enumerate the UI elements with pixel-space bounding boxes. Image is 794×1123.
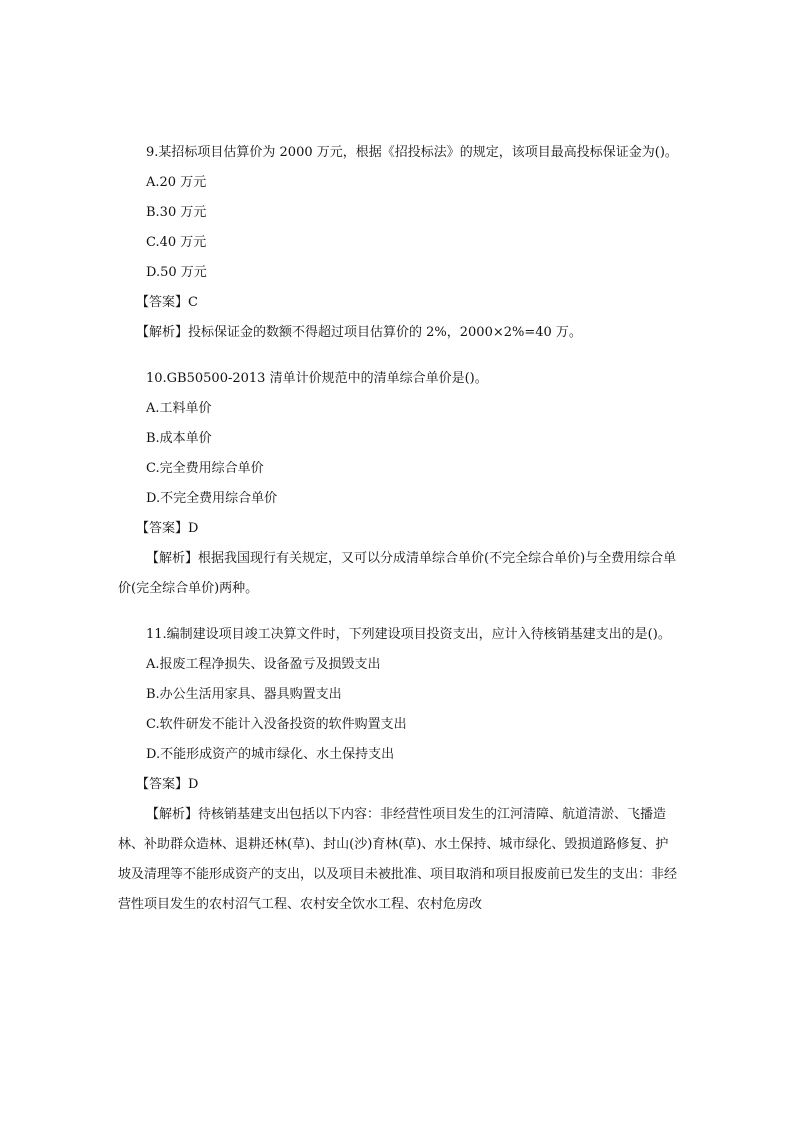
answer: 【答案】D [136, 777, 199, 792]
option-d: D.不能形成资产的城市绿化、水土保持支出 [146, 747, 395, 762]
question-11 [118, 620, 678, 920]
option-a: A.报废工程净损失、设备盈亏及损毁支出 [146, 657, 381, 672]
option-c: C.软件研发不能计入没备投资的软件购置支出 [146, 717, 407, 732]
option-b: B.成本单价 [146, 431, 212, 446]
question-stem: 9.某招标项目估算价为 2000 万元，根据《招投标法》的规定，该项目最高投标保证金为()。 [146, 145, 678, 160]
analysis: 【解析】待核销基建支出包括以下内容：非经营性项目发生的江河清障、航道清淤、飞播造林、补助群众造林、退耕还林(草)、封山(沙)育林(草)、水土保持、城市绿化、毁损道路修复、护坡及清理等不能形成资产的支出，以及项目未被批准、项目取消和项目报废前已发生的支出：非经营性项目发生的农村沼气工程、农村安全饮水工程、农村危房改 [118, 807, 678, 912]
answer: 【答案】C [136, 295, 198, 310]
analysis: 【解析】根据我国现行有关规定，又可以分成清单综合单价(不完全综合单价)与全费用综合单价(完全综合单价)两种。 [118, 551, 677, 596]
document-content [118, 138, 678, 936]
option-a: A.20 万元 [146, 175, 207, 190]
question-9 [118, 138, 678, 348]
question-stem: 10.GB50500-2013 清单计价规范中的清单综合单价是()。 [146, 371, 488, 386]
analysis: 【解析】投标保证金的数额不得超过项目估算价的 2%，2000×2%=40 万。 [136, 325, 582, 340]
option-c: C.40 万元 [146, 235, 207, 250]
answer: 【答案】D [136, 521, 199, 536]
option-a: A.工料单价 [146, 401, 212, 416]
option-c: C.完全费用综合单价 [146, 461, 264, 476]
question-stem: 11.编制建设项目竣工决算文件时，下列建设项目投资支出，应计入待核销基建支出的是()。 [146, 627, 671, 642]
option-b: B.30 万元 [146, 205, 207, 220]
option-d: D.50 万元 [146, 265, 207, 280]
option-b: B.办公生活用家具、器具购置支出 [146, 687, 342, 702]
option-d: D.不完全费用综合单价 [146, 491, 278, 506]
question-10 [118, 364, 678, 604]
